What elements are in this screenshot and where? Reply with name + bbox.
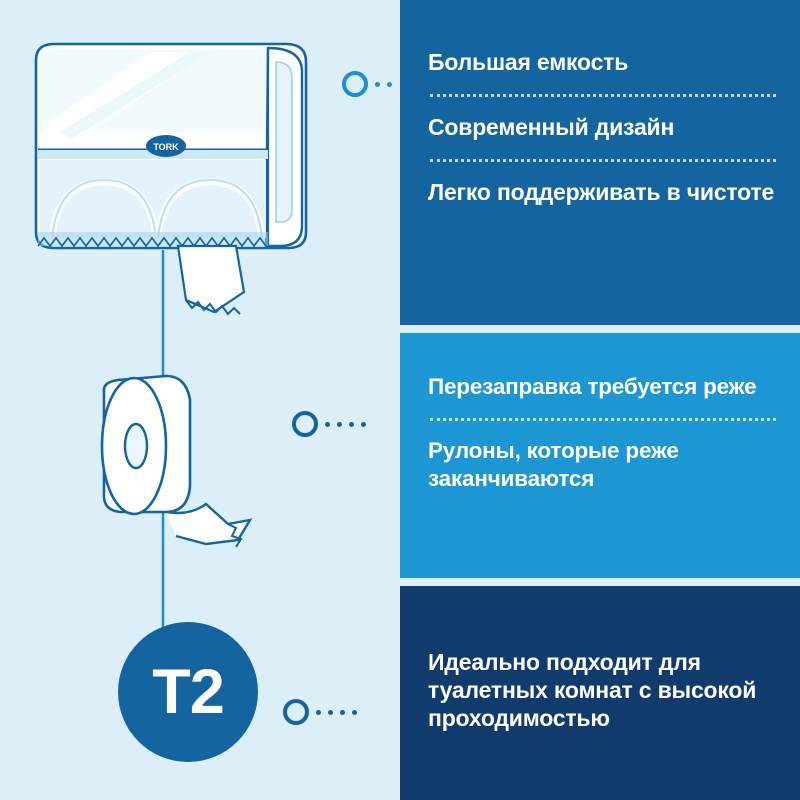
feature-text: Легко поддерживать в чистоте [428, 179, 775, 206]
traffic-panel [400, 586, 800, 800]
connector-circle-icon [342, 71, 368, 97]
refill-panel [400, 333, 800, 578]
connector-dots [325, 422, 373, 427]
feature-text: Перезаправка требуется реже [428, 374, 757, 399]
system-badge [118, 622, 258, 762]
divider [430, 159, 776, 162]
connector-dots [316, 710, 364, 715]
connector-dots [375, 82, 399, 87]
connector-capacity [342, 71, 399, 97]
connector-circle-icon [292, 411, 318, 437]
dispenser-icon [36, 44, 306, 314]
feature-text: Идеально подходит для туалетных комнат с высокой проходимостью [428, 649, 757, 732]
system-badge-label: T2 [152, 657, 224, 727]
dispenser-brand-label: TORK [153, 142, 179, 152]
connector-traffic [283, 699, 364, 725]
divider [430, 94, 776, 97]
connector-refill [292, 411, 373, 437]
capacity-panel [400, 0, 800, 325]
feature-text: Рулоны, которые реже заканчиваются [428, 438, 679, 491]
toilet-paper-roll-icon [102, 376, 250, 547]
feature-text: Большая емкость [428, 49, 629, 75]
connector-circle-icon [283, 699, 309, 725]
feature-text: Современный дизайн [428, 114, 675, 141]
divider [430, 418, 776, 421]
